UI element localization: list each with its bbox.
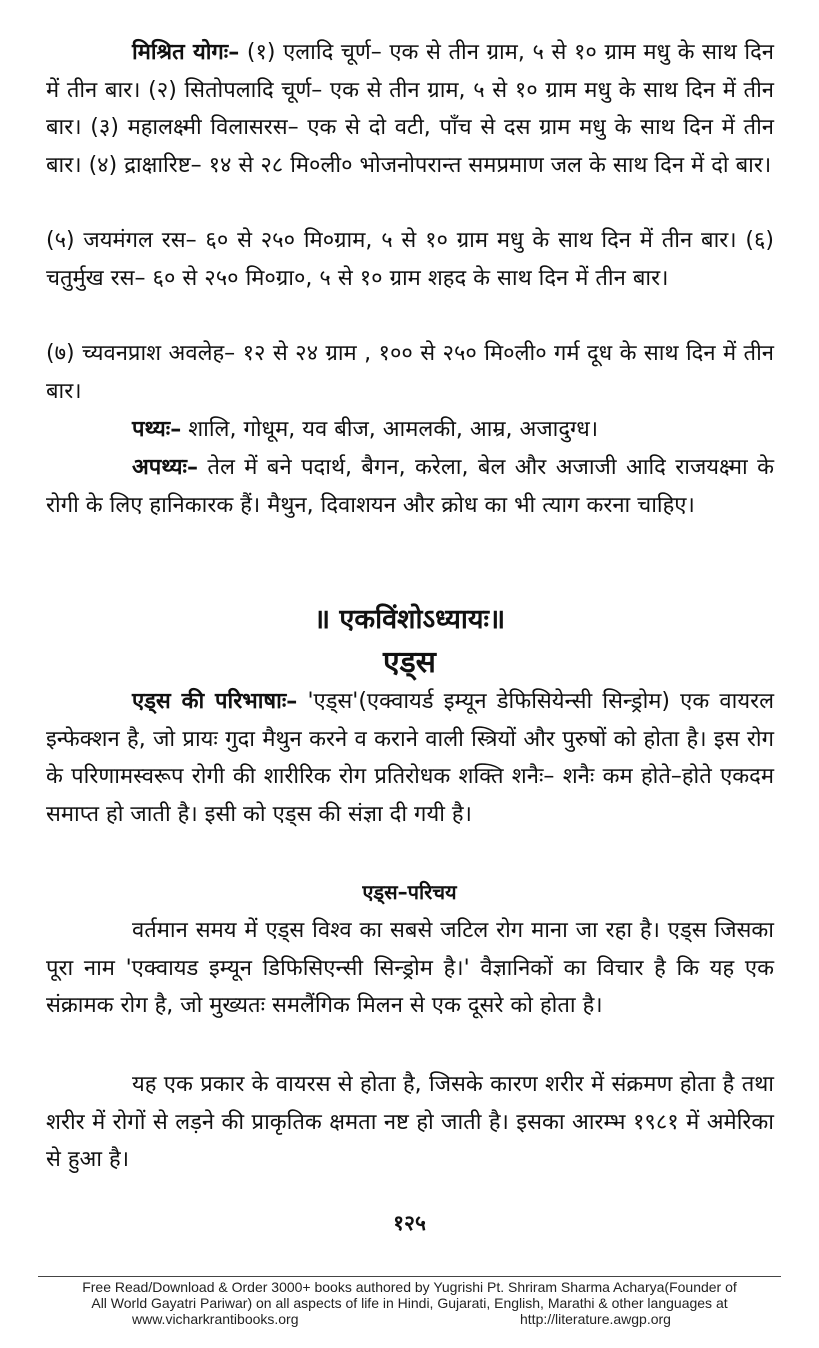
footer-line-1: Free Read/Download & Order 3000+ books authored by Yugrishi Pt. Shriram Sharma Acharya(Founder of (82, 1279, 737, 1295)
aids-definition-label: एड्स की परिभाषाः– (132, 689, 298, 714)
page-number: १२५ (393, 1211, 426, 1235)
aids-intro-paragraph-2: यह एक प्रकार के वायरस से होता है, जिसके कारण शरीर में संक्रमण होता है तथा शरीर में रोगों से लड़ने की प्राकृतिक क्षमता नष्ट हो जाती है। इसका आरम्भ १९८१ में अमेरिका से हुआ है। (46, 1072, 774, 1172)
aids-definition-paragraph (46, 683, 774, 833)
apathya-label: अपथ्यः– (132, 455, 199, 480)
pathya-paragraph (46, 411, 774, 449)
mixed-formulations-text: (१) एलादि चूर्ण– एक से तीन ग्राम, ५ से १० ग्राम मधु के साथ दिन में तीन बार। (२) सितोपलादि चूर्ण– एक से तीन ग्राम, ५ से १० ग्राम मधु के साथ दिन में तीन बार। (३) महालक्ष्मी विलासरस– एक से दो वटी, पाँच से दस ग्राम मधु के साथ दिन में तीन बार। (४) द्राक्षारिष्ट– १४ से २८ मि०ली० भोजनोपरान्त समप्रमाण जल के साथ दिन में दो बार। (46, 40, 774, 178)
mixed-formulations-label: मिश्रित योगः– (132, 40, 240, 65)
apathya-text: तेल में बने पदार्थ, बैगन, करेला, बेल और अजाजी आदि राजयक्ष्मा के रोगी के लिए हानिकारक हैं। मैथुन, दिवाशयन और क्रोध का भी त्याग करना चाहिए। (46, 455, 774, 518)
pathya-text: शालि, गोधूम, यव बीज, आमलकी, आम्र, अजादुग्ध। (181, 417, 599, 442)
jayamangal-paragraph: (५) जयमंगल रस– ६० से २५० मि०ग्राम, ५ से १० ग्राम मधु के साथ दिन में तीन बार। (६) चतुर्मुख रस– ६० से २५० मि०ग्रा०, ५ से १० ग्राम शहद के साथ दिन में तीन बार। (46, 228, 774, 291)
footer-link-awgp[interactable]: http://literature.awgp.org (520, 1311, 671, 1327)
footer-divider (38, 1276, 781, 1277)
aids-definition-text: 'एड्स'(एक्वायर्ड इम्यून डेफिसियेन्सी सिन्ड्रोम) एक वायरल इन्फेक्शन है, जो प्रायः गुदा मैथुन करने व कराने वाली स्त्रियों और पुरुषों को होता है। इस रोग के परिणामस्वरूप रोगी की शारीरिक रोग प्रतिरोधक शक्ति शनैः– शनैः कम होते–होते एकदम समाप्त हो जाती है। इसी को एड्स की संज्ञा दी गयी है। (46, 689, 775, 827)
footer-line-2: All World Gayatri Pariwar) on all aspects of life in Hindi, Gujarati, English, Marathi & other languages at (91, 1295, 728, 1311)
aids-intro-paragraph-1: वर्तमान समय में एड्स विश्व का सबसे जटिल रोग माना जा रहा है। एड्स जिसका पूरा नाम 'एक्वायड इम्यून डिफिसिएन्सी सिन्ड्रोम है।' वैज्ञानिकों का विचार है कि यह एक संक्रामक रोग है, जो मुख्यतः समलैंगिक मिलन से एक दूसरे को होता है। (46, 918, 774, 1018)
chapter-heading: ॥ एकविंशोऽध्यायः॥ (313, 604, 506, 635)
aids-intro-subheading: एड्स–परिचय (362, 880, 457, 904)
pathya-label: पथ्यः– (132, 417, 182, 442)
footer-link-vicharkranti[interactable]: www.vicharkrantibooks.org (132, 1311, 299, 1327)
mixed-formulations-paragraph (46, 34, 774, 184)
chapter-title: एड्स (383, 645, 436, 680)
apathya-paragraph (46, 449, 774, 524)
footer-links (38, 1311, 781, 1327)
chyawanprash-paragraph: (७) च्यवनप्राश अवलेह– १२ से २४ ग्राम , १०० से २५० मि०ली० गर्म दूध के साथ दिन में तीन बार। (46, 341, 774, 404)
